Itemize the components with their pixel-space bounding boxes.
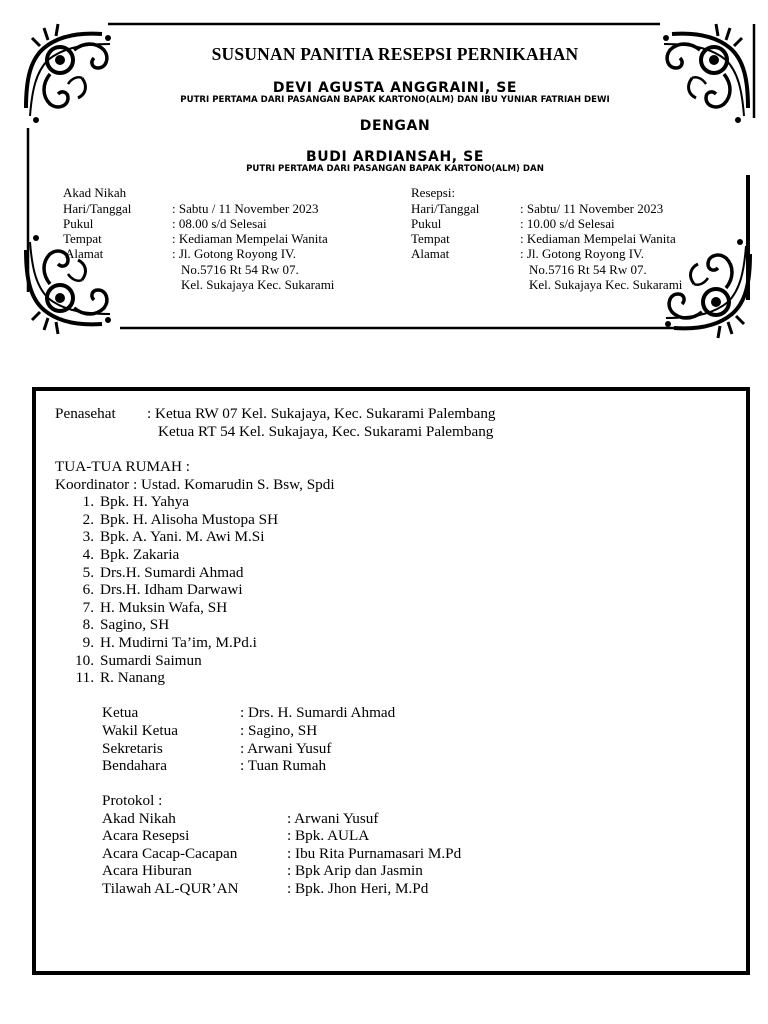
list-item: 3. Bpk. A. Yani. M. Awi M.Si [82, 528, 265, 545]
officer-label: Sekretaris [102, 740, 163, 757]
officer-value: : Tuan Rumah [240, 757, 327, 774]
list-item: 10. Sumardi Saimun [75, 652, 202, 669]
akad-place-label: Tempat [63, 231, 102, 246]
protokol-value: : Bpk Arip dan Jasmin [287, 862, 423, 879]
protokol-label: Acara Resepsi [102, 827, 190, 844]
resepsi-date-label: Hari/Tanggal [411, 201, 480, 216]
bride-parents: PUTRI PERTAMA DARI PASANGAN BAPAK KARTONO(ALM) DAN IBU YUNIAR FATRIAH DEWI [180, 95, 610, 105]
resepsi-place-value: : Kediaman Mempelai Wanita [520, 231, 676, 246]
resepsi-time-value: : 10.00 s/d Selesai [520, 216, 615, 231]
akad-address-line3: Kel. Sukajaya Kec. Sukarami [181, 277, 335, 292]
resepsi-address-label: Alamat [411, 246, 450, 261]
list-item: 7. H. Muksin Wafa, SH [82, 599, 228, 616]
resepsi-address-line3: Kel. Sukajaya Kec. Sukarami [529, 277, 683, 292]
resepsi-address-line2: No.5716 Rt 54 Rw 07. [529, 262, 647, 277]
resepsi-heading: Resepsi: [411, 185, 456, 200]
list-item: 4. Bpk. Zakaria [82, 546, 180, 563]
list-item: 8. Sagino, SH [82, 616, 170, 633]
officer-label: Ketua [102, 704, 139, 721]
akad-time-value: : 08.00 s/d Selesai [172, 216, 267, 231]
resepsi-time-label: Pukul [411, 216, 442, 231]
list-item: 2. Bpk. H. Alisoha Mustopa SH [82, 511, 279, 528]
akad-date-label: Hari/Tanggal [63, 201, 132, 216]
koordinator-line: Koordinator : Ustad. Komarudin S. Bsw, Spdi [55, 476, 335, 493]
akad-time-label: Pukul [63, 216, 94, 231]
protokol-heading: Protokol : [102, 792, 163, 809]
protokol-label: Tilawah AL-QUR’AN [102, 880, 239, 897]
resepsi-address-line1: : Jl. Gotong Royong IV. [520, 246, 644, 261]
akad-address-line2: No.5716 Rt 54 Rw 07. [181, 262, 299, 277]
protokol-value: : Bpk. Jhon Heri, M.Pd [287, 880, 429, 897]
list-item: 9. H. Mudirni Ta’im, M.Pd.i [82, 634, 257, 651]
akad-place-value: : Kediaman Mempelai Wanita [172, 231, 328, 246]
penasehat-line2: Ketua RT 54 Kel. Sukajaya, Kec. Sukarami Palembang [158, 423, 494, 440]
invitation-title: SUSUNAN PANITIA RESEPSI PERNIKAHAN [211, 44, 579, 64]
corner-ornament-top-left [26, 24, 111, 123]
groom-name: BUDI ARDIANSAH, SE [305, 149, 484, 165]
resepsi-date-value: : Sabtu/ 11 November 2023 [520, 201, 664, 216]
penasehat-line1: : Ketua RW 07 Kel. Sukajaya, Kec. Sukarami Palembang [147, 405, 496, 422]
akad-heading: Akad Nikah [63, 185, 127, 200]
corner-ornament-top-right [663, 24, 748, 123]
akad-address-label: Alamat [65, 246, 104, 261]
penasehat-label: Penasehat [55, 405, 116, 422]
officer-label: Wakil Ketua [102, 722, 178, 739]
tuatua-heading: TUA-TUA RUMAH : [55, 458, 190, 475]
list-item: 6. Drs.H. Idham Darwawi [82, 581, 243, 598]
protokol-label: Acara Cacap-Cacapan [102, 845, 238, 862]
officer-label: Bendahara [102, 757, 167, 774]
officer-value: : Sagino, SH [240, 722, 318, 739]
resepsi-place-label: Tempat [411, 231, 450, 246]
akad-date-value: : Sabtu / 11 November 2023 [172, 201, 319, 216]
protokol-label: Akad Nikah [102, 810, 176, 827]
list-item: 11. R. Nanang [75, 669, 165, 686]
conjunction-text: DENGAN [359, 118, 431, 134]
protokol-value: : Arwani Yusuf [287, 810, 379, 827]
protokol-value: : Ibu Rita Purnamasari M.Pd [287, 845, 462, 862]
officer-value: : Arwani Yusuf [240, 740, 332, 757]
groom-parents: PUTRI PERTAMA DARI PASANGAN BAPAK KARTONO(ALM) DAN [246, 164, 544, 174]
list-item: 1. Bpk. H. Yahya [82, 493, 190, 510]
list-item: 5. Drs.H. Sumardi Ahmad [82, 564, 244, 581]
akad-address-line1: : Jl. Gotong Royong IV. [172, 246, 296, 261]
officer-value: : Drs. H. Sumardi Ahmad [240, 704, 396, 721]
protokol-label: Acara Hiburan [102, 862, 192, 879]
bride-name: DEVI AGUSTA ANGGRAINI, SE [272, 80, 518, 96]
protokol-value: : Bpk. AULA [287, 827, 370, 844]
